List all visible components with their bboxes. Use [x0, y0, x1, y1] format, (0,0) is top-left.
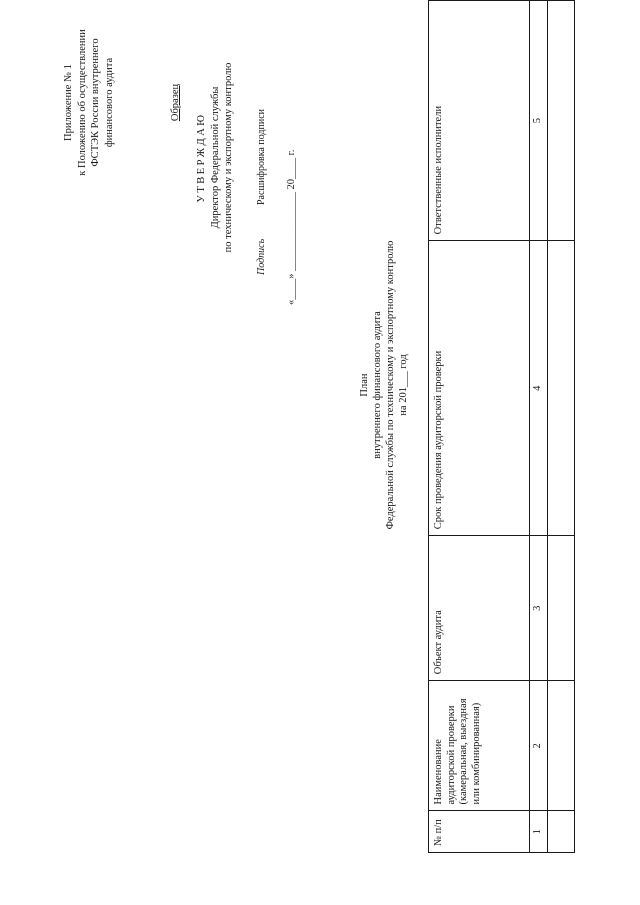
header-audit-object: Объект аудита [429, 536, 530, 681]
table-cell [548, 681, 575, 811]
appendix-line: ФСТЭК России внутреннего [90, 38, 101, 167]
appendix-line: финансового аудита [103, 57, 115, 148]
header-number: № п/п [429, 811, 530, 853]
header-executors: Ответственные исполнители [429, 1, 530, 241]
table-cell: 1 [530, 811, 548, 853]
table-cell [548, 811, 575, 853]
approval-block [195, 0, 236, 315]
table-number-row [530, 1, 548, 853]
audit-plan-table [428, 0, 575, 853]
approval-date-line: «____» _______________ 20____ г. [286, 149, 297, 305]
signature-label: Подпись [256, 238, 267, 275]
table-cell [548, 241, 575, 536]
plan-line: на 201___ год [398, 354, 409, 416]
table-cell [548, 1, 575, 241]
approval-position: Директор Федеральной службы [209, 86, 221, 229]
table-cell: 2 [530, 681, 548, 811]
table-cell: 5 [530, 1, 548, 241]
header-audit-name: Наименование аудиторской проверки (камеральная, выездная или комбинированная) [429, 681, 530, 811]
table-cell: 4 [530, 241, 548, 536]
table-cell: 3 [530, 536, 548, 681]
plan-heading [358, 145, 410, 625]
decryption-label: Расшифровка подписи [256, 109, 267, 205]
header-audit-period: Срок проведения аудиторской проверки [429, 241, 530, 536]
plan-line: Федеральной службы по техническому и экспортному контролю [385, 240, 396, 530]
table-cell [548, 536, 575, 681]
approval-title: УТВЕРЖДАЮ [196, 112, 207, 203]
appendix-line: Приложение № 1 [63, 64, 74, 141]
appendix-block [62, 0, 116, 205]
plan-line: внутреннего финансового аудита [372, 311, 383, 459]
table-header-row [429, 1, 530, 853]
appendix-line: к Положению об осуществлении [76, 29, 88, 176]
plan-title: План [359, 373, 370, 397]
sample-label: Образец [170, 83, 181, 122]
approval-position: по техническому и экспортному контролю [223, 62, 234, 253]
table-row [548, 1, 575, 853]
